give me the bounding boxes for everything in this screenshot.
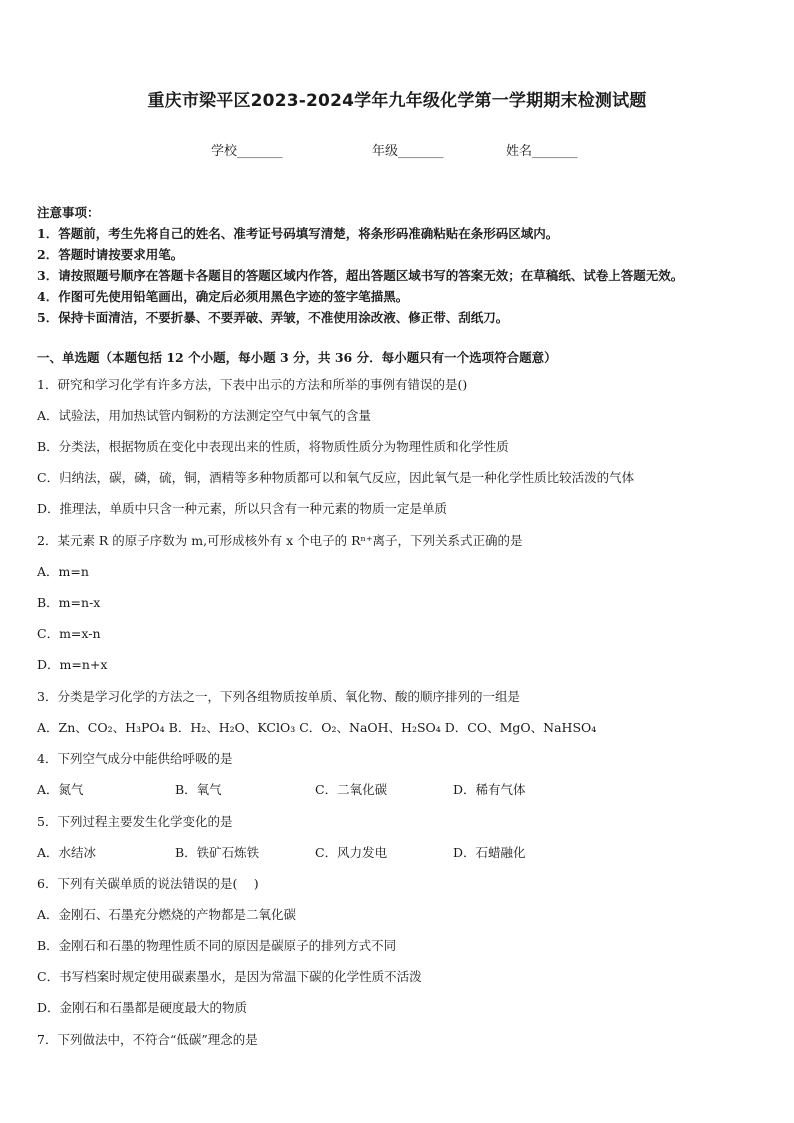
question-3-options: A．Zn、CO₂、H₃PO₄ B．H₂、H₂O、KClO₃ C．O₂、NaOH、H₂SO₄ D．CO、MgO、NaHSO₄ (37, 720, 597, 735)
question-7-stem: 7．下列做法中，不符合“低碳”理念的是 (37, 1032, 258, 1047)
question-6-option-c: C．书写档案时规定使用碳素墨水，是因为常温下碳的化学性质不活泼 (37, 969, 422, 984)
question-5-option-a: A．水结冰 (37, 845, 97, 860)
note-item: 2．答题时请按要求用笔。 (37, 247, 184, 262)
question-4-option-d: D．稀有气体 (453, 782, 526, 797)
note-item: 5．保持卡面清洁，不要折暴、不要弄破、弄皱，不准使用涂改液、修正带、刮纸刀。 (37, 310, 509, 325)
question-6-option-d: D．金刚石和石墨都是硬度最大的物质 (37, 1000, 248, 1015)
question-3-stem: 3．分类是学习化学的方法之一，下列各组物质按单质、氧化物、酸的顺序排列的一组是 (37, 689, 520, 704)
question-4-option-c: C．二氧化碳 (315, 782, 388, 797)
question-2-stem: 2．某元素 R 的原子序数为 m,可形成核外有 x 个电子的 Rⁿ⁺离子，下列关系式正确的是 (37, 533, 523, 548)
question-2-option-c: C．m=x-n (37, 626, 101, 641)
note-item: 1．答题前，考生先将自己的姓名、准考证号码填写清楚，将条形码准确粘贴在条形码区域内。 (37, 226, 559, 241)
note-item: 4．作图可先使用铅笔画出，确定后必须用黑色字迹的签字笔描黑。 (37, 289, 409, 304)
question-5-option-b: B．铁矿石炼铁 (175, 845, 260, 860)
note-item: 3．请按照题号顺序在答题卡各题目的答题区域内作答，超出答题区域书写的答案无效；在草稿纸、试卷上答题无效。 (37, 268, 684, 283)
question-1-stem: 1．研究和学习化学有许多方法，下表中出示的方法和所举的事例有错误的是() (37, 377, 468, 392)
question-4-option-a: A．氮气 (37, 782, 84, 797)
question-5-option-d: D．石蜡融化 (453, 845, 526, 860)
question-5-option-c: C．风力发电 (315, 845, 388, 860)
question-6-stem: 6．下列有关碳单质的说法错误的是( ) (37, 876, 259, 891)
question-6-option-b: B．金刚石和石墨的物理性质不同的原因是碳原子的排列方式不同 (37, 938, 397, 953)
section-heading: 一、单选题（本题包括 12 个小题，每小题 3 分，共 36 分．每小题只有一个选项符合题意） (37, 350, 557, 365)
question-5-stem: 5．下列过程主要发生化学变化的是 (37, 814, 233, 829)
school-field: 学校_______ (211, 144, 283, 159)
question-4-option-b: B．氧气 (175, 782, 222, 797)
question-1-option-b: B．分类法，根据物质在变化中表现出来的性质，将物质性质分为物理性质和化学性质 (37, 439, 509, 454)
question-1-option-c: C．归纳法，碳，磷，硫，铜，酒精等多种物质都可以和氧气反应，因此氧气是一种化学性质比较活泼的气体 (37, 470, 635, 485)
notes-header: 注意事项： (37, 205, 100, 220)
question-6-option-a: A．金刚石、石墨充分燃烧的产物都是二氧化碳 (37, 907, 297, 922)
name-field: 姓名_______ (506, 144, 578, 159)
question-2-option-d: D．m=n+x (37, 657, 108, 672)
question-2-option-a: A．m=n (37, 564, 89, 579)
grade-field: 年级_______ (372, 144, 444, 159)
question-1-option-a: A．试验法，用加热试管内铜粉的方法测定空气中氧气的含量 (37, 408, 372, 423)
question-4-stem: 4．下列空气成分中能供给呼吸的是 (37, 751, 233, 766)
question-2-option-b: B．m=n-x (37, 595, 101, 610)
question-1-option-d: D．推理法，单质中只含一种元素，所以只含有一种元素的物质一定是单质 (37, 501, 448, 516)
exam-title: 重庆市梁平区2023-2024学年九年级化学第一学期期末检测试题 (147, 91, 647, 111)
